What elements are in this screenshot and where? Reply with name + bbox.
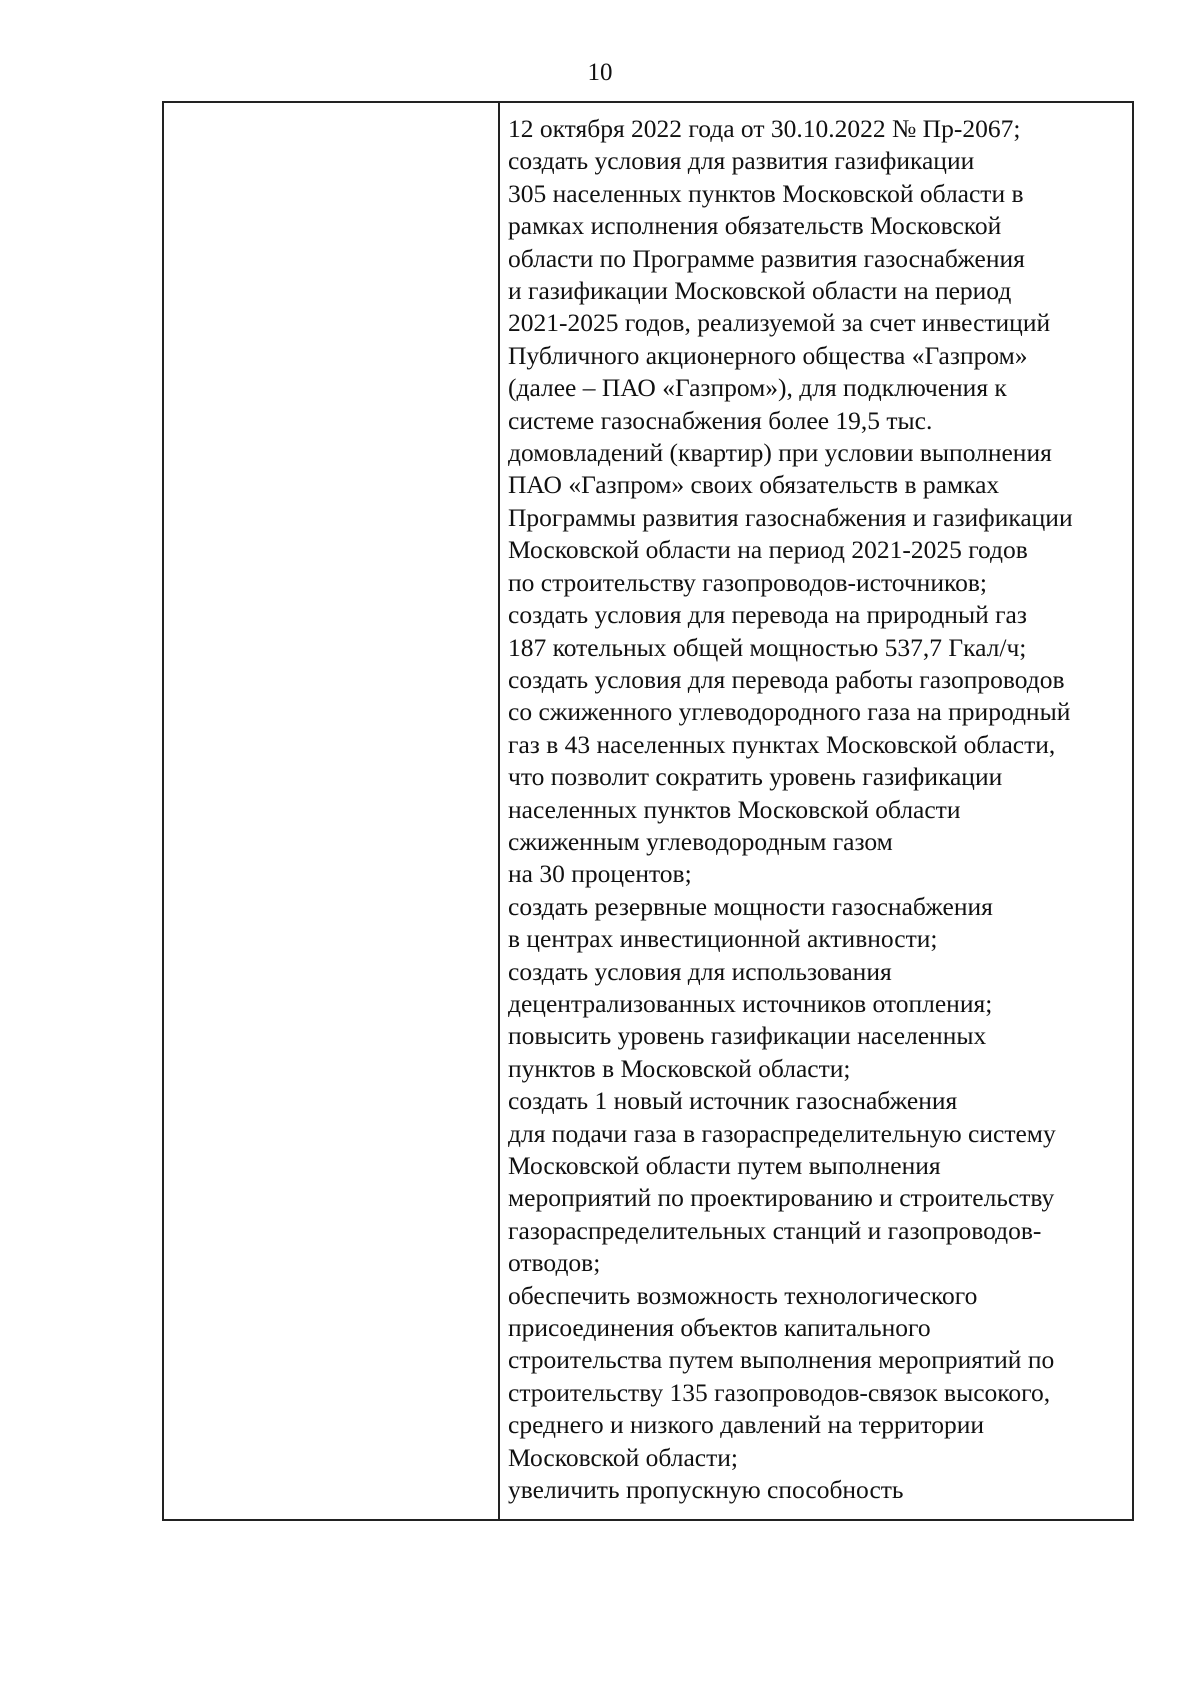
text-line: со сжиженного углеводородного газа на природный xyxy=(508,697,1071,727)
text-line: и газификации Московской области на период xyxy=(508,276,1012,306)
text-line: создать резервные мощности газоснабжения xyxy=(508,891,993,921)
text-line: для подачи газа в газораспределительную систему xyxy=(508,1118,1056,1148)
text-line: рамках исполнения обязательств Московской xyxy=(508,211,1002,241)
text-line: домовладений (квартир) при условии выполнения xyxy=(508,438,1052,468)
text-line: 12 октября 2022 года от 30.10.2022 № Пр-2067; xyxy=(508,114,1021,143)
text-line: в центрах инвестиционной активности; xyxy=(508,924,938,954)
text-line: Программы развития газоснабжения и газификации xyxy=(508,502,1073,532)
text-line: области по Программе развития газоснабжения xyxy=(508,243,1025,273)
text-line: (далее – ПАО «Газпром»), для подключения к xyxy=(508,373,1007,403)
text-line: населенных пунктов Московской области xyxy=(508,794,961,824)
text-line: газораспределительных станций и газопроводов- xyxy=(508,1215,1042,1245)
text-line: создать условия для развития газификации xyxy=(508,146,975,176)
text-line: сжиженным углеводородным газом xyxy=(508,826,893,856)
text-line: газ в 43 населенных пунктах Московской области, xyxy=(508,729,1056,759)
text-line: создать условия для перевода на природный газ xyxy=(508,600,1027,630)
text-line: системе газоснабжения более 19,5 тыс. xyxy=(508,405,933,435)
text-line: создать условия для использования xyxy=(508,956,892,986)
text-line: мероприятий по проектированию и строительству xyxy=(508,1183,1055,1213)
text-line: отводов; xyxy=(508,1248,601,1278)
page-number: 10 xyxy=(587,59,613,86)
text-line: Московской области; xyxy=(508,1442,738,1472)
text-line: присоединения объектов капитального xyxy=(508,1313,931,1343)
text-line: Московской области путем выполнения xyxy=(508,1151,941,1180)
document-table xyxy=(162,101,1134,1521)
text-line: Публичного акционерного общества «Газпром» xyxy=(508,340,1028,370)
text-line: пунктов в Московской области; xyxy=(508,1053,851,1083)
text-line: увеличить пропускную способность xyxy=(508,1475,904,1505)
text-line: строительству 135 газопроводов-связок высокого, xyxy=(508,1377,1051,1407)
text-line: ПАО «Газпром» своих обязательств в рамках xyxy=(508,470,1000,500)
text-line: создать условия для перевода работы газопроводов xyxy=(508,664,1065,694)
text-line: обеспечить возможность технологического xyxy=(508,1280,978,1310)
text-line: создать 1 новый источник газоснабжения xyxy=(508,1086,958,1116)
text-line: 187 котельных общей мощностью 537,7 Гкал/ч; xyxy=(508,632,1027,662)
text-line: 305 населенных пунктов Московской области в xyxy=(508,178,1024,208)
text-line: повысить уровень газификации населенных xyxy=(508,1021,987,1051)
text-line: среднего и низкого давлений на территории xyxy=(508,1410,985,1440)
table-column-divider xyxy=(498,103,500,1519)
text-line: что позволит сократить уровень газификации xyxy=(508,762,1003,792)
text-line: децентрализованных источников отопления; xyxy=(508,988,993,1018)
text-line: Московской области на период 2021-2025 годов xyxy=(508,535,1028,565)
text-line: строительства путем выполнения мероприятий по xyxy=(508,1345,1055,1375)
table-right-cell xyxy=(508,113,1128,1519)
table-left-cell xyxy=(164,103,498,1519)
text-line: по строительству газопроводов-источников; xyxy=(508,567,987,597)
text-line: на 30 процентов; xyxy=(508,859,692,889)
text-line: 2021-2025 годов, реализуемой за счет инвестиций xyxy=(508,308,1051,338)
